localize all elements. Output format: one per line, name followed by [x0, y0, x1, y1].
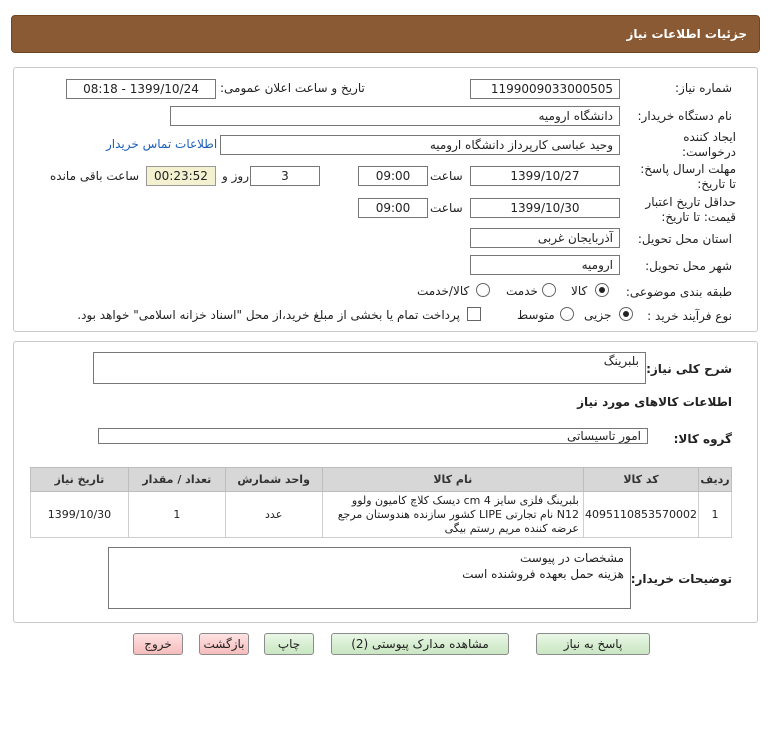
- category-radio-goods-service[interactable]: [476, 283, 490, 297]
- cell-unit: عدد: [225, 492, 322, 538]
- col-code: کد کالا: [583, 468, 698, 492]
- reply-time-field: 09:00: [358, 166, 428, 186]
- col-name: نام کالا: [322, 468, 583, 492]
- attachments-button[interactable]: مشاهده مدارک پیوستی (2): [331, 633, 509, 655]
- validity-date-field: 1399/10/30: [470, 198, 620, 218]
- exit-button[interactable]: خروج: [133, 633, 183, 655]
- process-radio-partial[interactable]: [619, 307, 633, 321]
- buyer-notes-label: توضیحات خریدار:: [630, 572, 732, 586]
- payment-note: پرداخت تمام یا بخشی از مبلغ خرید،از محل "اسناد خزانه اسلامی" خواهد بود.: [77, 308, 460, 322]
- province-field: آذربایجان غربی: [470, 228, 620, 248]
- reply-deadline-label: مهلت ارسال پاسخ: تا تاریخ:: [640, 162, 736, 191]
- page-title: جزئیات اطلاعات نیاز: [626, 27, 747, 41]
- cell-name: بلبرینگ فلزی سایز 4 cm دیسک کلاچ کامیون ولوو N12 نام تجارتی LIPE کشور سازنده هندوستان مرجع عرضه کننده مریم رستم بیگی: [322, 492, 583, 538]
- validity-time-field: 09:00: [358, 198, 428, 218]
- creator-field: وحید عباسی کارپرداز دانشگاه ارومیه: [220, 135, 620, 155]
- page-header: [11, 15, 760, 53]
- buyer-notes-line2: هزینه حمل بعهده فروشنده است: [462, 567, 624, 581]
- city-label: شهر محل تحویل:: [645, 259, 732, 273]
- payment-checkbox[interactable]: [467, 307, 481, 321]
- days-field: 3: [250, 166, 320, 186]
- category-label: طبقه بندی موضوعی:: [625, 285, 732, 299]
- process-label: نوع فرآیند خرید :: [647, 309, 732, 323]
- cell-code: 4095110853570002: [583, 492, 698, 538]
- description-label: شرح کلی نیاز:: [646, 362, 732, 376]
- table-row: [31, 492, 732, 538]
- buyer-contact-link[interactable]: اطلاعات تماس خریدار: [106, 137, 218, 151]
- category-option-goods-service: کالا/خدمت: [417, 284, 470, 298]
- announce-label: تاریخ و ساعت اعلان عمومی:: [220, 81, 365, 95]
- city-field: ارومیه: [470, 255, 620, 275]
- province-label: استان محل تحویل:: [637, 232, 732, 246]
- remaining-time-field: 00:23:52: [146, 166, 216, 186]
- goods-info-title: اطلاعات کالاهای مورد نیاز: [577, 395, 732, 409]
- cell-index: 1: [698, 492, 731, 538]
- cell-need-date: 1399/10/30: [31, 492, 129, 538]
- description-field: بلبرینگ: [93, 352, 646, 384]
- announce-field: 1399/10/24 - 08:18: [66, 79, 216, 99]
- reply-time-label: ساعت: [430, 169, 463, 183]
- process-option-partial: جزیی: [584, 308, 612, 322]
- goods-table: [30, 467, 732, 538]
- buyer-notes-field: [108, 547, 631, 609]
- remaining-label: ساعت باقی مانده: [50, 169, 140, 183]
- days-label: روز و: [222, 169, 249, 183]
- creator-label: ایجاد کننده درخواست:: [682, 130, 736, 159]
- process-radio-medium[interactable]: [560, 307, 574, 321]
- goods-group-field: امور تاسیساتی: [98, 428, 648, 444]
- reply-button[interactable]: پاسخ به نیاز: [536, 633, 650, 655]
- print-button[interactable]: چاپ: [264, 633, 314, 655]
- process-option-medium: متوسط: [517, 308, 555, 322]
- buyer-org-label: نام دستگاه خریدار:: [637, 109, 732, 123]
- validity-label: حداقل تاریخ اعتبار قیمت: تا تاریخ:: [645, 195, 736, 224]
- category-radio-goods[interactable]: [595, 283, 609, 297]
- back-button[interactable]: بازگشت: [199, 633, 249, 655]
- need-number-label: شماره نیاز:: [675, 81, 732, 95]
- need-number-field: 1199009033000505: [470, 79, 620, 99]
- category-option-goods: کالا: [571, 284, 588, 298]
- goods-group-label: گروه کالا:: [673, 432, 732, 446]
- buyer-notes-line1: مشخصات در پیوست: [519, 551, 624, 565]
- category-radio-service[interactable]: [542, 283, 556, 297]
- col-index: ردیف: [698, 468, 731, 492]
- col-unit: واحد شمارش: [225, 468, 322, 492]
- category-option-service: خدمت: [506, 284, 538, 298]
- buyer-org-field: دانشگاه ارومیه: [170, 106, 620, 126]
- col-need-date: تاریخ نیاز: [31, 468, 129, 492]
- reply-date-field: 1399/10/27: [470, 166, 620, 186]
- validity-time-label: ساعت: [430, 201, 463, 215]
- cell-qty: 1: [128, 492, 225, 538]
- col-qty: تعداد / مقدار: [128, 468, 225, 492]
